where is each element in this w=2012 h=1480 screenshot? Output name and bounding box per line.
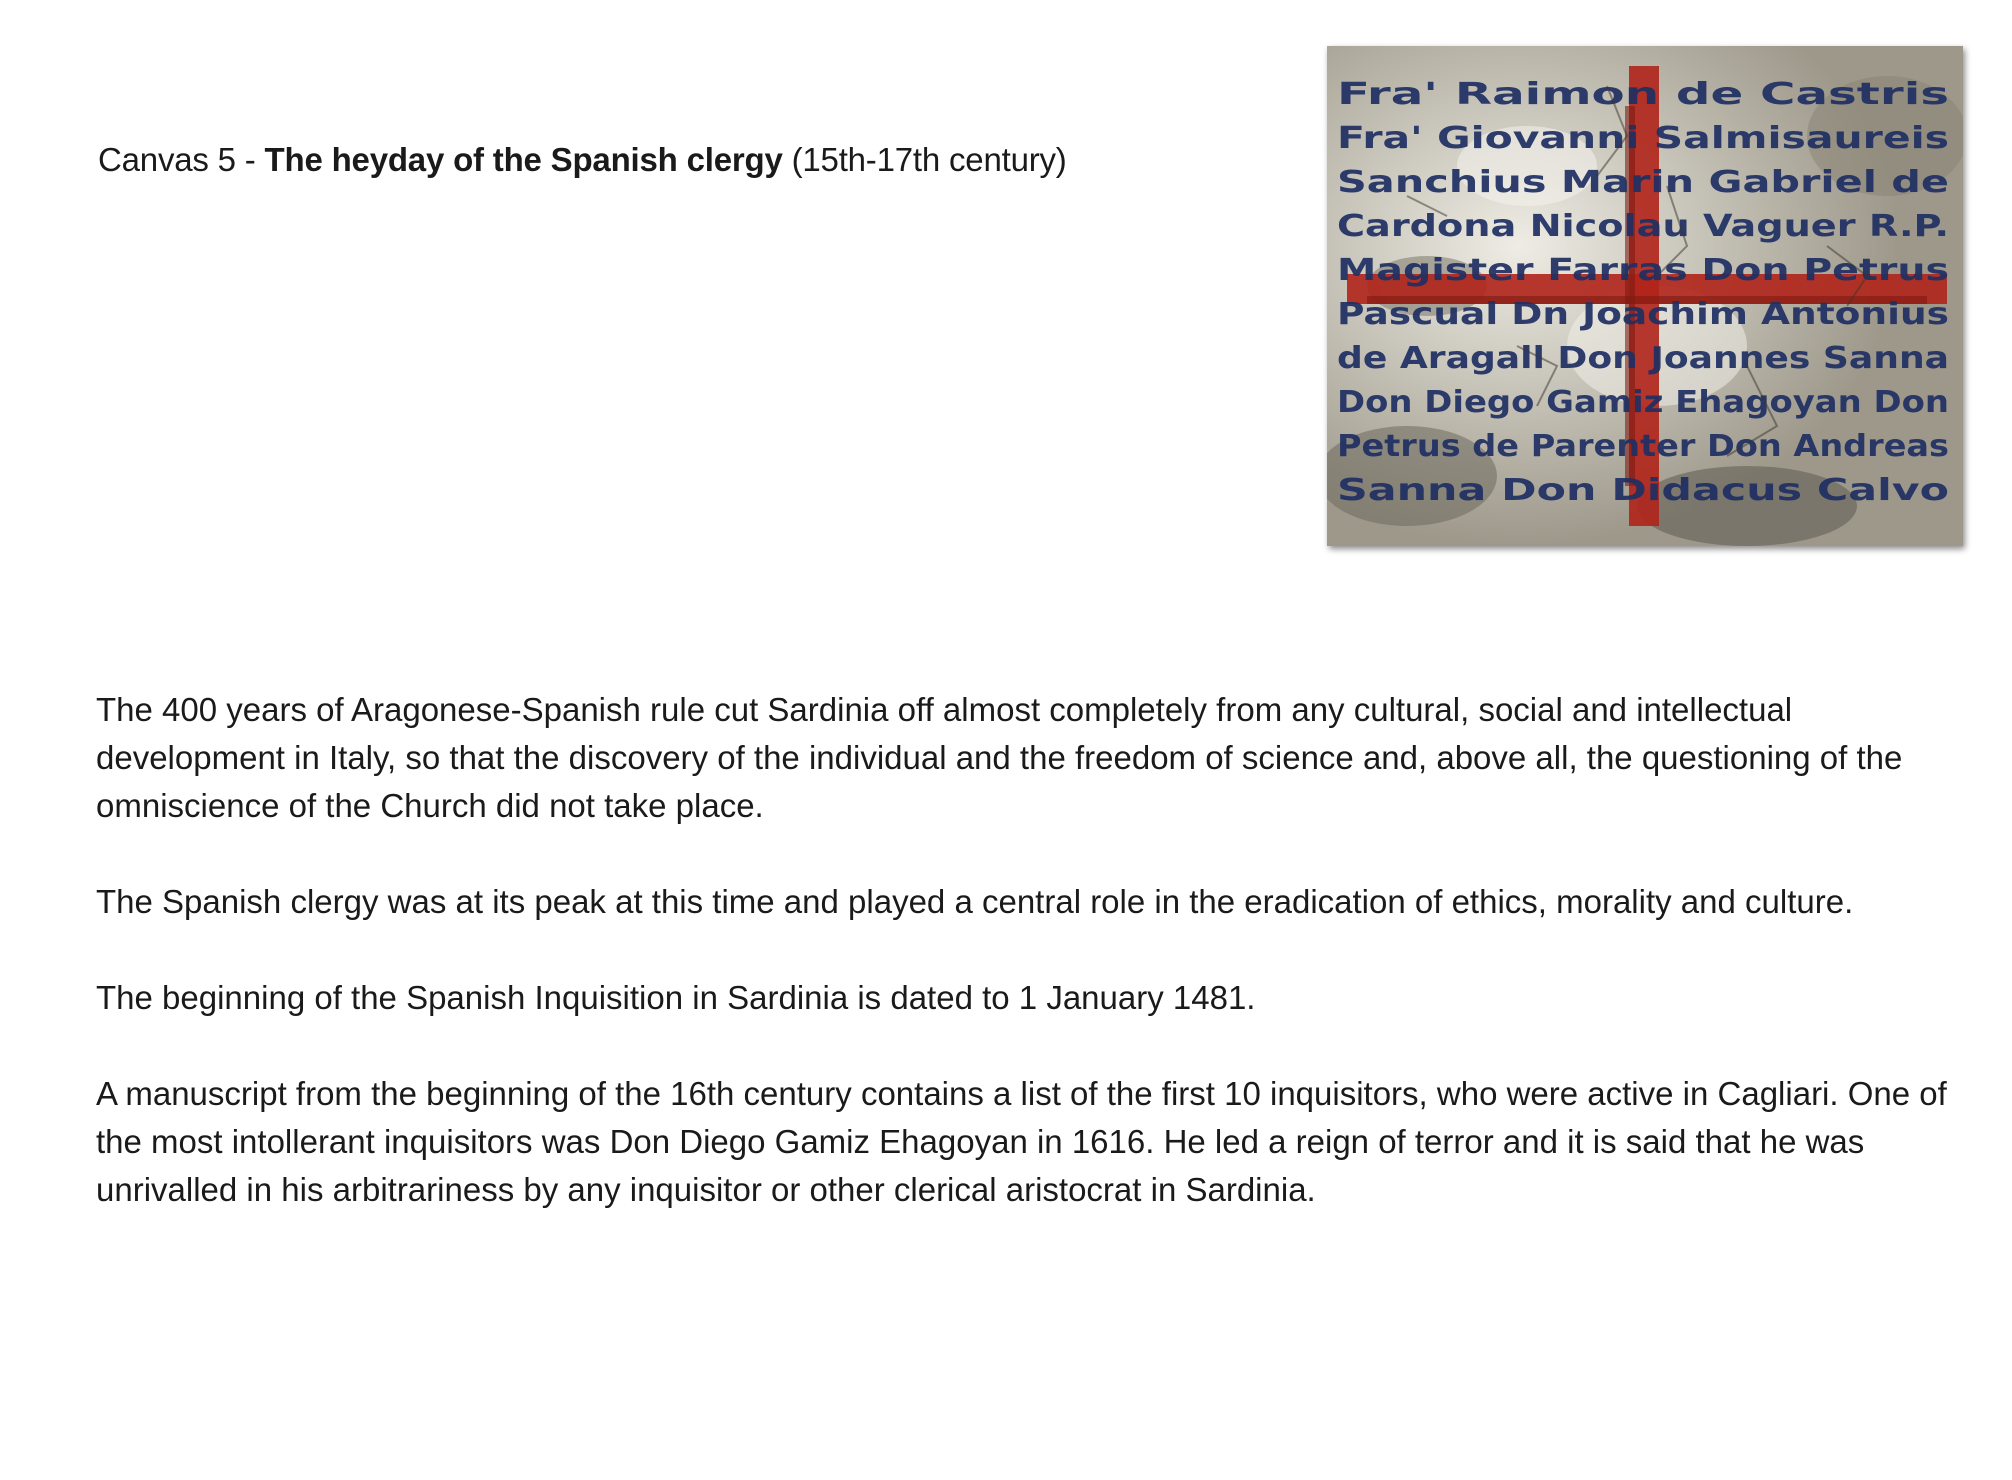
artwork-image	[1327, 46, 1963, 546]
heading-suffix: (15th-17th century)	[782, 141, 1067, 178]
inscription-line: Don Diego Gamiz Ehagoyan Don	[1337, 385, 1949, 420]
heading-title: The heyday of the Spanish clergy	[264, 141, 783, 178]
paragraph-1: The 400 years of Aragonese-Spanish rule cut Sardinia off almost completely from any cultural, social and intellectual development in Italy, so that the discovery of the individual and the freedom of science and, above all, the questioning of the omniscience of the Church did not take place.	[96, 691, 1903, 824]
paragraph-3: The beginning of the Spanish Inquisition in Sardinia is dated to 1 January 1481.	[96, 979, 1256, 1016]
page-heading	[98, 140, 1067, 180]
inscription-line: Fra' Giovanni Salmisaureis	[1337, 121, 1949, 156]
inscription-line: de Aragall Don Joannes Sanna	[1337, 341, 1949, 376]
artwork-canvas	[1327, 46, 1963, 546]
paragraph-4: A manuscript from the beginning of the 16th century contains a list of the first 10 inquisitors, who were active in Cagliari. One of the most intollerant inquisitors was Don Diego Gamiz Ehagoyan in 1616. He led a reign of terror and it is said that he was unrivalled in his arbitrariness by any inquisitor or other clerical aristocrat in Sardinia.	[96, 1075, 1947, 1208]
inscription-line: Petrus de Parenter Don Andreas	[1337, 429, 1949, 464]
body-text	[96, 686, 1986, 1262]
heading-prefix: Canvas 5 -	[98, 141, 265, 178]
paragraph-2: The Spanish clergy was at its peak at this time and played a central role in the eradication of ethics, morality and culture.	[96, 883, 1854, 920]
inscription-line: Magister Farras Don Petrus	[1337, 253, 1949, 288]
inscription-line: Sanna Don Didacus Calvo	[1337, 473, 1949, 508]
inscription-line: Sanchius Marin Gabriel de	[1337, 165, 1949, 200]
inscription-line: Fra' Raimon de Castris	[1337, 77, 1949, 112]
inscription-line: Cardona Nicolau Vaguer R.P.	[1337, 209, 1949, 244]
inscription-line: Pascual Dn Joachim Antonius	[1337, 297, 1949, 332]
